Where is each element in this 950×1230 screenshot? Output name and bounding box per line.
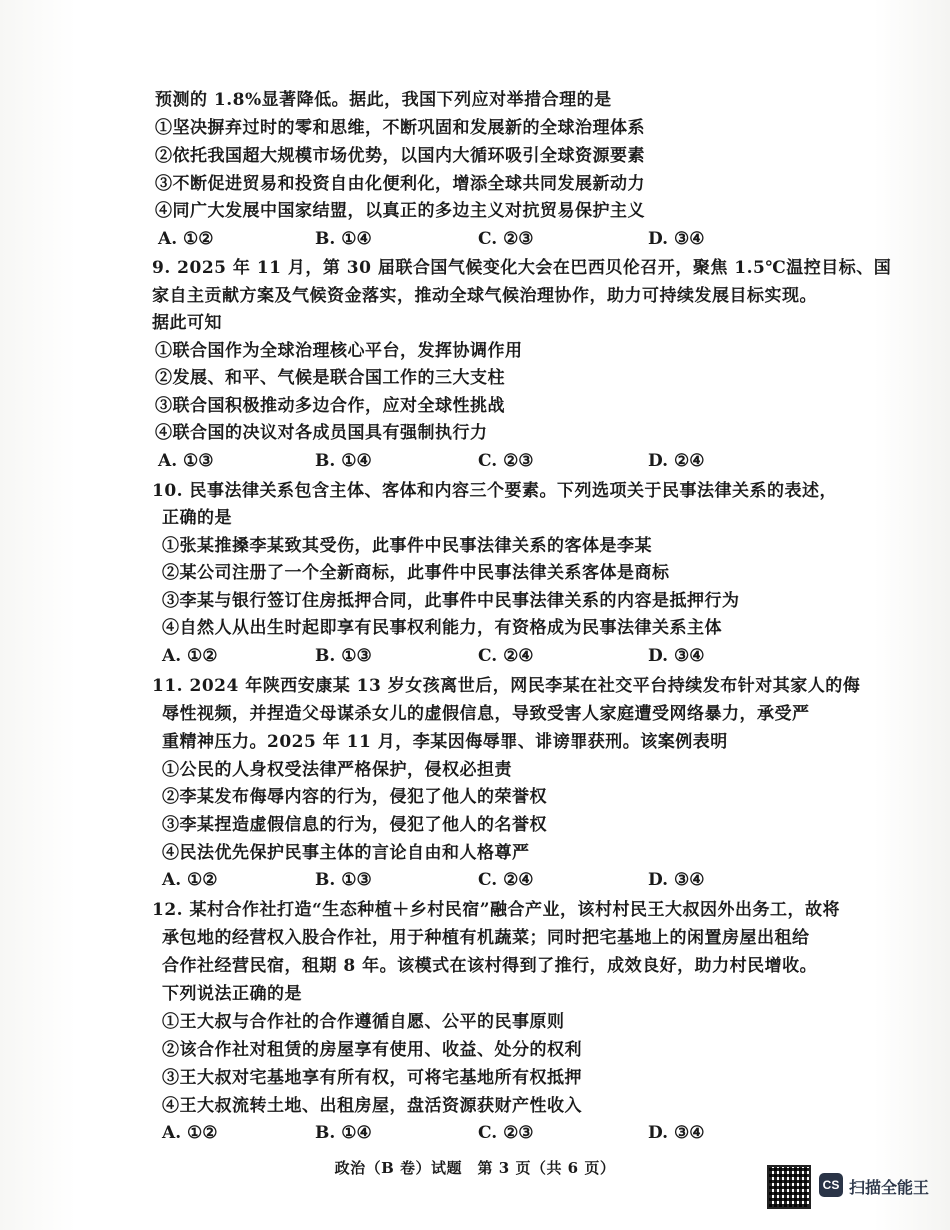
option-d: D. ③④ (648, 229, 705, 249)
choice-statement-2: ②发展、和平、气候是联合国工作的三大支柱 (155, 368, 505, 388)
choice-statement-1: ①联合国作为全球治理核心平台，发挥协调作用 (155, 341, 523, 361)
option-a: A. ①③ (158, 451, 214, 471)
option-d: D. ③④ (648, 646, 705, 666)
question-stem-line: 辱性视频，并捏造父母谋杀女儿的虚假信息，导致受害人家庭遭受网络暴力，承受严 (162, 704, 810, 724)
question-stem-line: 预测的 1.8%显著降低。据此，我国下列应对举措合理的是 (155, 90, 612, 110)
question-stem-line: 合作社经营民宿，租期 8 年。该模式在该村得到了推行，成效良好，助力村民增收。 (162, 956, 818, 976)
choice-statement-4: ④联合国的决议对各成员国具有强制执行力 (155, 423, 488, 443)
option-c: C. ②④ (478, 870, 534, 890)
option-b: B. ①④ (315, 229, 372, 249)
question-stem-line: 下列说法正确的是 (162, 984, 302, 1004)
choice-statement-1: ①坚决摒弃过时的零和思维，不断巩固和发展新的全球治理体系 (155, 118, 645, 138)
choice-statement-2: ②某公司注册了一个全新商标，此事件中民事法律关系客体是商标 (162, 563, 670, 583)
option-c: C. ②④ (478, 646, 534, 666)
option-c: C. ②③ (478, 1123, 534, 1143)
option-d: D. ②④ (648, 451, 705, 471)
question-stem-line: 承包地的经营权入股合作社，用于种植有机蔬菜；同时把宅基地上的闲置房屋出租给 (162, 928, 810, 948)
option-a: A. ①② (162, 1123, 218, 1143)
choice-statement-3: ③联合国积极推动多边合作，应对全球性挑战 (155, 396, 505, 416)
option-b: B. ①③ (315, 646, 372, 666)
choice-statement-3: ③王大叔对宅基地享有所有权，可将宅基地所有权抵押 (162, 1068, 582, 1088)
choice-statement-4: ④王大叔流转土地、出租房屋，盘活资源获财产性收入 (162, 1096, 582, 1116)
page-footer: 政治（B 卷）试题 第 3 页（共 6 页） (334, 1159, 616, 1177)
question-stem-line: 11. 2024 年陕西安康某 13 岁女孩离世后，网民李某在社交平台持续发布针对其家人的侮 (152, 676, 861, 696)
option-a: A. ①② (158, 229, 214, 249)
choice-statement-1: ①公民的人身权受法律严格保护，侵权必担责 (162, 760, 512, 780)
option-a: A. ①② (162, 646, 218, 666)
choice-statement-3: ③李某与银行签订住房抵押合同，此事件中民事法律关系的内容是抵押行为 (162, 591, 740, 611)
question-stem-line: 10. 民事法律关系包含主体、客体和内容三个要素。下列选项关于民事法律关系的表述， (152, 481, 837, 501)
scanner-app-name: 扫描全能王 (849, 1180, 930, 1197)
choice-statement-2: ②李某发布侮辱内容的行为，侵犯了他人的荣誉权 (162, 787, 547, 807)
question-stem-line: 家自主贡献方案及气候资金落实，推动全球气候治理协作，助力可持续发展目标实现。 (152, 286, 817, 306)
choice-statement-3: ③不断促进贸易和投资自由化便利化，增添全球共同发展新动力 (155, 174, 645, 194)
option-c: C. ②③ (478, 229, 534, 249)
option-d: D. ③④ (648, 1123, 705, 1143)
option-d: D. ③④ (648, 870, 705, 890)
question-stem-line: 9. 2025 年 11 月，第 30 届联合国气候变化大会在巴西贝伦召开，聚焦 1.5℃温控目标、国 (152, 258, 892, 278)
choice-statement-4: ④同广大发展中国家结盟，以真正的多边主义对抗贸易保护主义 (155, 201, 645, 221)
question-stem-line: 重精神压力。2025 年 11 月，李某因侮辱罪、诽谤罪获刑。该案例表明 (162, 732, 728, 752)
option-b: B. ①③ (315, 870, 372, 890)
choice-statement-4: ④民法优先保护民事主体的言论自由和人格尊严 (162, 843, 530, 863)
choice-statement-3: ③李某捏造虚假信息的行为，侵犯了他人的名誉权 (162, 815, 547, 835)
option-a: A. ①② (162, 870, 218, 890)
choice-statement-1: ①张某推搡李某致其受伤，此事件中民事法律关系的客体是李某 (162, 536, 652, 556)
qr-code-icon (767, 1165, 811, 1209)
choice-statement-4: ④自然人从出生时起即享有民事权利能力，有资格成为民事法律关系主体 (162, 618, 722, 638)
scanner-watermark (767, 1165, 937, 1217)
choice-statement-1: ①王大叔与合作社的合作遵循自愿、公平的民事原则 (162, 1012, 565, 1032)
option-b: B. ①④ (315, 1123, 372, 1143)
choice-statement-2: ②依托我国超大规模市场优势，以国内大循环吸引全球资源要素 (155, 146, 645, 166)
question-stem-line: 据此可知 (152, 313, 222, 333)
option-c: C. ②③ (478, 451, 534, 471)
question-stem-line: 12. 某村合作社打造“生态种植＋乡村民宿”融合产业，该村村民王大叔因外出务工，故将 (152, 900, 841, 920)
choice-statement-2: ②该合作社对租赁的房屋享有使用、收益、处分的权利 (162, 1040, 582, 1060)
question-stem-line: 正确的是 (162, 508, 232, 528)
cs-logo-icon: CS (819, 1173, 843, 1197)
option-b: B. ①④ (315, 451, 372, 471)
